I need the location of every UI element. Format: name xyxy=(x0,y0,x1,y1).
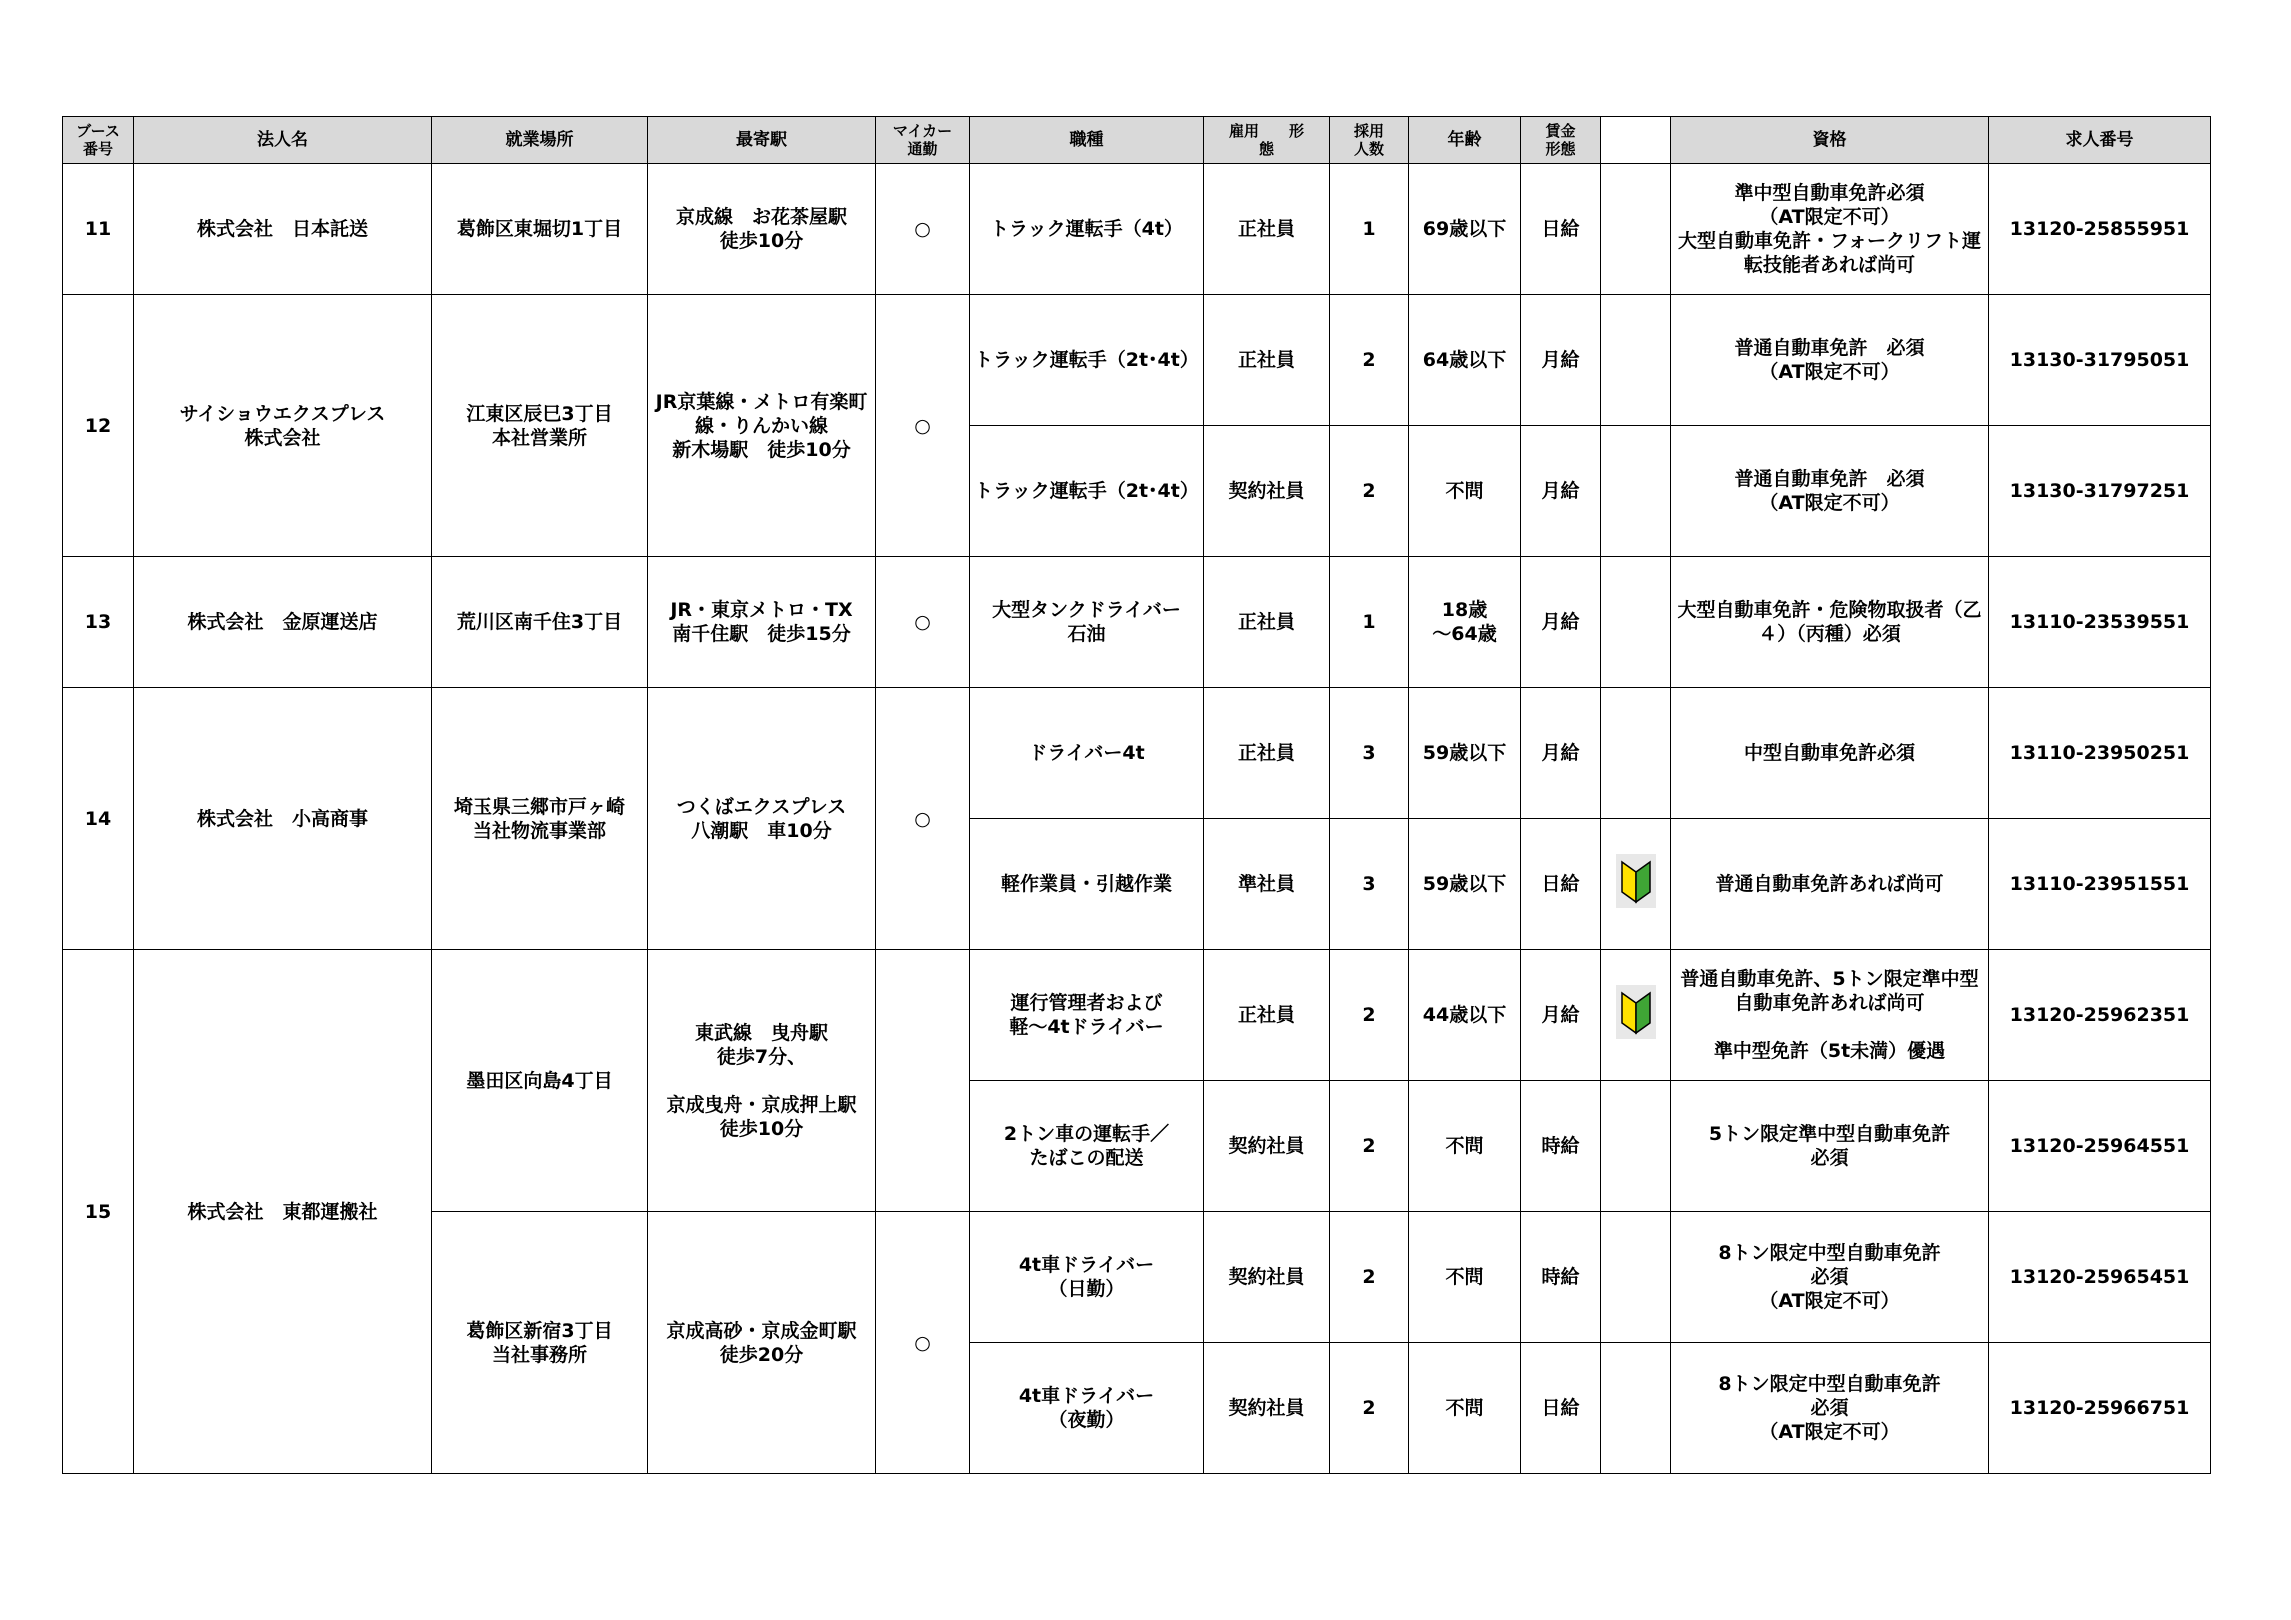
booth-number: 12 xyxy=(63,295,134,557)
job-title: 2トン車の運転手／ たばこの配送 xyxy=(970,1081,1204,1212)
age-limit: 59歳以下 xyxy=(1409,688,1521,819)
job-title: 運行管理者および 軽～4tドライバー xyxy=(970,950,1204,1081)
header-mycar: マイカー 通勤 xyxy=(876,117,970,164)
job-number: 13110-23539551 xyxy=(1989,557,2211,688)
mark-cell xyxy=(1601,688,1671,819)
job-number: 13110-23951551 xyxy=(1989,819,2211,950)
hires-count: 3 xyxy=(1330,819,1409,950)
qualification: 大型自動車免許・危険物取扱者（乙４）（丙種）必須 xyxy=(1671,557,1989,688)
table-row xyxy=(63,295,2211,426)
mycar-ok: ○ xyxy=(876,557,970,688)
booth-number: 15 xyxy=(63,950,134,1474)
workplace: 墨田区向島4丁目 xyxy=(432,950,648,1212)
wage-type: 時給 xyxy=(1521,1081,1601,1212)
company-name: 株式会社 東都運搬社 xyxy=(134,950,432,1474)
mycar-ok: ○ xyxy=(876,688,970,950)
mycar-ok: ○ xyxy=(876,1212,970,1474)
mark-cell xyxy=(1601,164,1671,295)
employment-type: 正社員 xyxy=(1204,950,1330,1081)
qualification: 8トン限定中型自動車免許 必須 （AT限定不可） xyxy=(1671,1212,1989,1343)
header-employment: 雇用 形 態 xyxy=(1204,117,1330,164)
qualification: 準中型自動車免許必須 （AT限定不可） 大型自動車免許・フォークリフト運転技能者あれば尚可 xyxy=(1671,164,1989,295)
nearest-station: JR京葉線・メトロ有楽町線・りんかい線 新木場駅 徒歩10分 xyxy=(648,295,876,557)
mark-cell xyxy=(1601,1212,1671,1343)
age-limit: 44歳以下 xyxy=(1409,950,1521,1081)
company-name: 株式会社 小高商事 xyxy=(134,688,432,950)
workplace: 埼玉県三郷市戸ヶ崎 当社物流事業部 xyxy=(432,688,648,950)
job-number: 13120-25962351 xyxy=(1989,950,2211,1081)
wage-type: 時給 xyxy=(1521,1212,1601,1343)
age-limit: 不問 xyxy=(1409,1212,1521,1343)
job-number: 13120-25964551 xyxy=(1989,1081,2211,1212)
mark-cell xyxy=(1601,557,1671,688)
beginner-driver-mark-icon xyxy=(1616,854,1656,908)
mycar-ok: ○ xyxy=(876,164,970,295)
header-age: 年齢 xyxy=(1409,117,1521,164)
employment-type: 正社員 xyxy=(1204,557,1330,688)
header-company: 法人名 xyxy=(134,117,432,164)
wage-type: 月給 xyxy=(1521,688,1601,819)
employment-type: 正社員 xyxy=(1204,295,1330,426)
wage-type: 日給 xyxy=(1521,819,1601,950)
job-number: 13130-31797251 xyxy=(1989,426,2211,557)
header-booth-number: ブース 番号 xyxy=(63,117,134,164)
header-hires: 採用 人数 xyxy=(1330,117,1409,164)
job-number: 13120-25855951 xyxy=(1989,164,2211,295)
qualification: 普通自動車免許 必須 （AT限定不可） xyxy=(1671,426,1989,557)
booth-number: 13 xyxy=(63,557,134,688)
wage-type: 月給 xyxy=(1521,557,1601,688)
header-station: 最寄駅 xyxy=(648,117,876,164)
beginner-driver-mark-icon xyxy=(1616,985,1656,1039)
company-name: 株式会社 日本託送 xyxy=(134,164,432,295)
booth-number: 14 xyxy=(63,688,134,950)
booth-number: 11 xyxy=(63,164,134,295)
job-number: 13130-31795051 xyxy=(1989,295,2211,426)
job-title: トラック運転手（2t･4t） xyxy=(970,295,1204,426)
age-limit: 18歳 ～64歳 xyxy=(1409,557,1521,688)
age-limit: 不問 xyxy=(1409,1343,1521,1474)
workplace: 荒川区南千住3丁目 xyxy=(432,557,648,688)
hires-count: 1 xyxy=(1330,557,1409,688)
table-row xyxy=(63,164,2211,295)
employment-type: 正社員 xyxy=(1204,164,1330,295)
nearest-station: 京成高砂・京成金町駅 徒歩20分 xyxy=(648,1212,876,1474)
hires-count: 2 xyxy=(1330,1081,1409,1212)
age-limit: 69歳以下 xyxy=(1409,164,1521,295)
workplace: 葛飾区新宿3丁目 当社事務所 xyxy=(432,1212,648,1474)
hires-count: 2 xyxy=(1330,426,1409,557)
header-mark xyxy=(1601,117,1671,164)
header-wage: 賃金 形態 xyxy=(1521,117,1601,164)
age-limit: 不問 xyxy=(1409,1081,1521,1212)
wage-type: 月給 xyxy=(1521,295,1601,426)
header-row xyxy=(63,117,2211,164)
employment-type: 契約社員 xyxy=(1204,1212,1330,1343)
hires-count: 1 xyxy=(1330,164,1409,295)
mark-cell xyxy=(1601,950,1671,1081)
employment-type: 契約社員 xyxy=(1204,1343,1330,1474)
mark-cell xyxy=(1601,1081,1671,1212)
company-name: 株式会社 金原運送店 xyxy=(134,557,432,688)
mark-cell xyxy=(1601,1343,1671,1474)
employment-type: 準社員 xyxy=(1204,819,1330,950)
mycar-ok: ○ xyxy=(876,295,970,557)
wage-type: 月給 xyxy=(1521,950,1601,1081)
mark-cell xyxy=(1601,426,1671,557)
header-job: 職種 xyxy=(970,117,1204,164)
hires-count: 2 xyxy=(1330,1343,1409,1474)
job-number: 13120-25965451 xyxy=(1989,1212,2211,1343)
hires-count: 3 xyxy=(1330,688,1409,819)
qualification: 8トン限定中型自動車免許 必須 （AT限定不可） xyxy=(1671,1343,1989,1474)
wage-type: 月給 xyxy=(1521,426,1601,557)
qualification: 普通自動車免許あれば尚可 xyxy=(1671,819,1989,950)
workplace: 葛飾区東堀切1丁目 xyxy=(432,164,648,295)
job-title: 4t車ドライバー （日勤） xyxy=(970,1212,1204,1343)
job-title: 大型タンクドライバー 石油 xyxy=(970,557,1204,688)
qualification: 5トン限定準中型自動車免許 必須 xyxy=(1671,1081,1989,1212)
wage-type: 日給 xyxy=(1521,164,1601,295)
employment-type: 契約社員 xyxy=(1204,1081,1330,1212)
mark-cell xyxy=(1601,295,1671,426)
hires-count: 2 xyxy=(1330,1212,1409,1343)
employment-type: 契約社員 xyxy=(1204,426,1330,557)
age-limit: 不問 xyxy=(1409,426,1521,557)
wage-type: 日給 xyxy=(1521,1343,1601,1474)
job-title: トラック運転手（2t･4t） xyxy=(970,426,1204,557)
table-row xyxy=(63,557,2211,688)
employment-type: 正社員 xyxy=(1204,688,1330,819)
header-qualification: 資格 xyxy=(1671,117,1989,164)
qualification: 中型自動車免許必須 xyxy=(1671,688,1989,819)
job-title: トラック運転手（4t） xyxy=(970,164,1204,295)
qualification: 普通自動車免許、5トン限定準中型自動車免許あれば尚可 準中型免許（5t未満）優遇 xyxy=(1671,950,1989,1081)
nearest-station: 京成線 お花茶屋駅 徒歩10分 xyxy=(648,164,876,295)
header-job-number: 求人番号 xyxy=(1989,117,2211,164)
job-number: 13110-23950251 xyxy=(1989,688,2211,819)
nearest-station: つくばエクスプレス 八潮駅 車10分 xyxy=(648,688,876,950)
company-name: サイショウエクスプレス 株式会社 xyxy=(134,295,432,557)
nearest-station: 東武線 曳舟駅 徒歩7分、 京成曳舟・京成押上駅 徒歩10分 xyxy=(648,950,876,1212)
mycar-ok xyxy=(876,950,970,1212)
age-limit: 59歳以下 xyxy=(1409,819,1521,950)
job-title: 4t車ドライバー （夜勤） xyxy=(970,1343,1204,1474)
hires-count: 2 xyxy=(1330,950,1409,1081)
job-number: 13120-25966751 xyxy=(1989,1343,2211,1474)
qualification: 普通自動車免許 必須 （AT限定不可） xyxy=(1671,295,1989,426)
nearest-station: JR・東京メトロ・TX 南千住駅 徒歩15分 xyxy=(648,557,876,688)
header-workplace: 就業場所 xyxy=(432,117,648,164)
job-listing-table xyxy=(62,116,2211,1474)
table-row xyxy=(63,688,2211,819)
job-title: ドライバー4t xyxy=(970,688,1204,819)
table-row xyxy=(63,950,2211,1081)
hires-count: 2 xyxy=(1330,295,1409,426)
mark-cell xyxy=(1601,819,1671,950)
workplace: 江東区辰巳3丁目 本社営業所 xyxy=(432,295,648,557)
age-limit: 64歳以下 xyxy=(1409,295,1521,426)
job-title: 軽作業員・引越作業 xyxy=(970,819,1204,950)
